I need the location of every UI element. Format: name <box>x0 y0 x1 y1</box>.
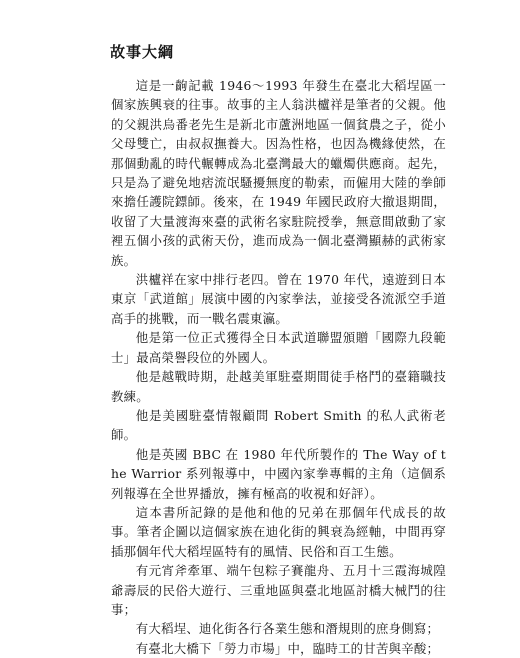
story-paragraph-dihua-street: 有大稻埕、迪化街各行各業生態和潛規則的庶身側寫； <box>135 621 440 637</box>
story-paragraph-ninth-dan: 他是第一位正式獲得全日本武道聯盟頒贈「國際九段範士」最高榮譽段位的外國人。 <box>111 330 446 365</box>
story-paragraph-tokyo-demonstration: 洪櫨祥在家中排行老四。曾在 1970 年代，遠遊到日本東京「武道館」展演中國的內家拳法，並接受各流派空手道高手的挑戰，而一戰名震東瀛。 <box>111 272 446 326</box>
story-paragraph-bbc-documentary: 他是英國 BBC 在 1980 年代所製作的 The Way of the Warrior 系列報導中，中國內家拳專輯的主角（這個系列報導在全世界播放，擁有極高的收視和好評）。 <box>111 446 446 501</box>
story-paragraph-robert-smith-teacher: 他是美國駐臺情報顧問 Robert Smith 的私人武術老師。 <box>111 407 446 443</box>
story-paragraph-book-scope: 這本書所記錄的是他和他的兄弟在那個年代成長的故事。筆者企圖以這個家族在迪化街的興衰為經軸，中間再穿插那個年代大稻埕區特有的風情、民俗和百工生態。 <box>111 504 446 559</box>
story-paragraph-us-army-coach: 他是越戰時期，赴越美軍駐臺期間徒手格鬥的臺籍職技教練。 <box>111 369 446 404</box>
story-paragraph-folk-festivals: 有元宵斧牽軍、端午包粽子賽龍舟、五月十三霞海城隍爺壽辰的民俗大遊行、三重地區與臺北地區討橋大械鬥的往事； <box>111 563 446 617</box>
story-paragraph-labor-market: 有臺北大橋下「勞力市場」中，臨時工的甘苦與辛酸； <box>135 640 440 656</box>
story-paragraph-family-history: 這是一齣記載 1946～1993 年發生在臺北大稻埕區一個家族興衰的往事。故事的主人翁洪櫨祥是筆者的父親。他的父親洪烏番老先生是新北市蘆洲地區一個貧農之子，從小父母雙亡，由叔叔撫養大。因為性格，也因為機緣使然，在那個動亂的時代輾轉成為北臺灣最大的蠟燭供應商。起先，只是為了避免地痞流氓騷擾無度的勒索，而僱用大陸的拳師來擔任護院鏢師。後來，在 1949 年國民政府大撤退期間，收留了大量渡海來臺的武術名家駐院授拳，無意間啟動了家裡五個小孩的武術天份，進而成為一個北臺灣顯赫的武術家族。 <box>111 78 446 268</box>
story-outline-title: 故事大綱 <box>110 43 175 61</box>
